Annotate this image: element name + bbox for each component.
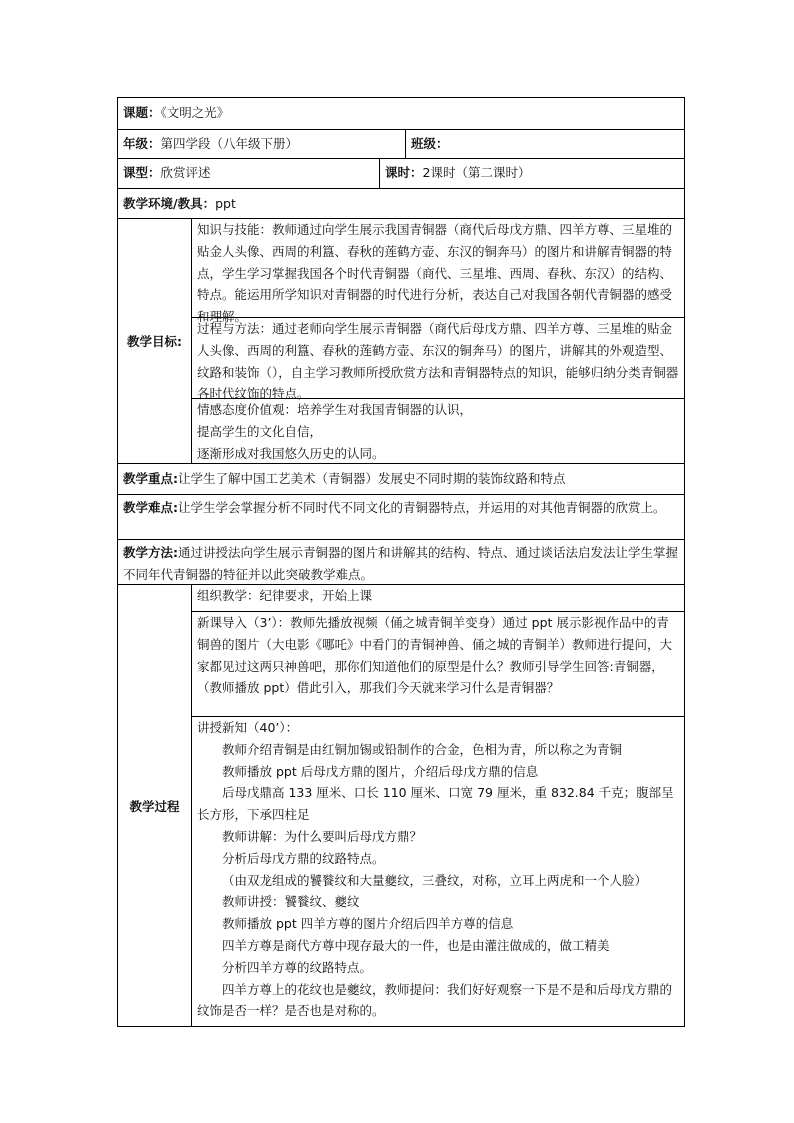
new-knowledge-line-7: 教师讲授：饕餮纹、夔纹 <box>222 894 360 910</box>
grade-cell <box>118 130 406 158</box>
new-knowledge-line-1: 教师介绍青铜是由红铜加锡或铅制作的合金，色相为青，所以称之为青铜 <box>222 741 623 757</box>
new-knowledge-line-10: 分析四羊方尊的纹路特点。 <box>222 959 373 975</box>
difficulty-cell <box>118 495 684 539</box>
new-knowledge-line-5: 分析后母戊方鼎的纹路特点。 <box>222 850 385 866</box>
hours-cell <box>380 159 684 188</box>
objectives-content <box>192 219 684 463</box>
process-label: 教学过程 <box>118 585 192 1026</box>
objectives-label: 教学目标: <box>118 219 192 463</box>
new-knowledge-line-9: 四羊方尊是商代方尊中现存最大的一件，也是由灌注做成的，做工精美 <box>222 937 610 953</box>
process-content <box>192 585 684 1026</box>
process-intro: 新课导入（3’）：教师先播放视频（俑之城青铜羊变身）通过 ppt 展示影视作品中的青铜兽的图片（大电影《哪吒》中看门的青铜神兽、俑之城的青铜羊）教师进行提问，大家都见过这两只神兽吧，那你们知道他们的原型是什么？教师引导学生回答:青铜器，（教师播放 ppt）借此引入，那我们今天就来学习什么是青铜器？ <box>192 611 684 716</box>
emotion-line-3: 逐渐形成对我国悠久历史的认同。 <box>197 445 385 461</box>
key-point-text: 让学生了解中国工艺美术（青铜器）发展史不同时期的装饰纹路和特点 <box>178 471 566 486</box>
objective-process: 过程与方法：通过老师向学生展示青铜器（商代后母戊方鼎、四羊方尊、三星堆的贴金人头像、西周的利簋、春秋的莲鹤方壶、东汉的铜奔马）的图片，讲解其的外观造型、纹路和装饰（），自主学习教师所授欣赏方法和青铜器特点的知识，能够归纳分类青铜器各时代纹饰的特点。 <box>192 317 684 398</box>
lesson-plan-table <box>117 97 685 1027</box>
title-label: 课题： <box>123 105 161 120</box>
objectives-row <box>118 218 684 463</box>
objective-emotion <box>192 398 684 463</box>
method-label: 教学方法: <box>123 545 178 560</box>
type-cell <box>118 159 380 188</box>
title-cell <box>118 98 684 129</box>
type-label: 课型： <box>123 165 161 180</box>
difficulty-text: 让学生学会掌握分析不同时代不同文化的青铜器特点，并运用的对其他青铜器的欣赏上。 <box>178 500 666 515</box>
class-label: 班级： <box>411 136 449 151</box>
new-knowledge-title: 讲授新知（40’）： <box>197 720 299 735</box>
new-knowledge-line-8: 教师播放 ppt 四羊方尊的图片介绍后四羊方尊的信息 <box>222 916 514 932</box>
new-knowledge-line-4: 教师讲解：为什么要叫后母戊方鼎？ <box>222 828 423 844</box>
new-knowledge-line-11: 四羊方尊上的花纹也是夔纹，教师提问：我们好好观察一下是不是和后母戊方鼎的纹饰是否一样？是否也是对称的。 <box>197 981 673 1019</box>
key-point-cell <box>118 464 684 494</box>
environment-value: ppt <box>215 196 236 211</box>
objective-knowledge: 知识与技能：教师通过向学生展示我国青铜器（商代后母戊方鼎、四羊方尊、三星堆的贴金人头像、西周的利簋、春秋的莲鹤方壶、东汉的铜奔马）的图片和讲解青铜器的特点，学生学习掌握我国各个时代青铜器（商代、三星堆、西周、春秋、东汉）的结构、特点。能运用所学知识对青铜器的时代进行分析，表达自己对我国各朝代青铜器的感受和理解。 <box>197 222 673 325</box>
title-value: 《文明之光》 <box>160 105 230 120</box>
hours-label: 课时： <box>385 165 423 180</box>
title-row <box>118 98 684 129</box>
process-organize: 组织教学：纪律要求，开始上课 <box>197 588 373 603</box>
new-knowledge-line-6: （由双龙组成的饕餮纹和大量夔纹，三叠纹，对称，立耳上两虎和一个人脸） <box>222 872 648 888</box>
difficulty-label: 教学难点: <box>123 500 178 515</box>
method-cell <box>118 540 684 584</box>
key-point-row <box>118 463 684 494</box>
emotion-line-2: 提高学生的文化自信， <box>197 423 323 439</box>
process-row <box>118 584 684 1026</box>
new-knowledge-line-2: 教师播放 ppt 后母戊方鼎的图片，介绍后母戊方鼎的信息 <box>222 763 539 779</box>
environment-row <box>118 188 684 218</box>
grade-label: 年级： <box>123 136 161 151</box>
key-point-label: 教学重点: <box>123 471 178 486</box>
class-cell <box>406 130 684 158</box>
type-value: 欣赏评述 <box>160 165 211 180</box>
environment-cell <box>118 189 684 218</box>
method-row <box>118 539 684 584</box>
new-knowledge-line-3: 后母戊鼎高 133 厘米、口长 110 厘米、口宽 79 厘米，重 832.84 千克；腹部呈长方形，下承四柱足 <box>197 785 674 823</box>
difficulty-row <box>118 494 684 539</box>
emotion-line-1: 情感态度价值观：培养学生对我国青铜器的认识， <box>197 402 473 417</box>
process-new-knowledge <box>192 716 684 1027</box>
grade-class-row <box>118 129 684 158</box>
type-hours-row <box>118 158 684 188</box>
hours-value: 2课时（第二课时） <box>422 165 531 180</box>
method-text: 通过讲授法向学生展示青铜器的图片和讲解其的结构、特点、通过谈话法启发法让学生掌握不同年代青铜器的特征并以此突破教学难点。 <box>123 545 679 582</box>
grade-value: 第四学段（八年级下册） <box>160 136 299 151</box>
environment-label: 教学环境/教具： <box>123 196 216 211</box>
